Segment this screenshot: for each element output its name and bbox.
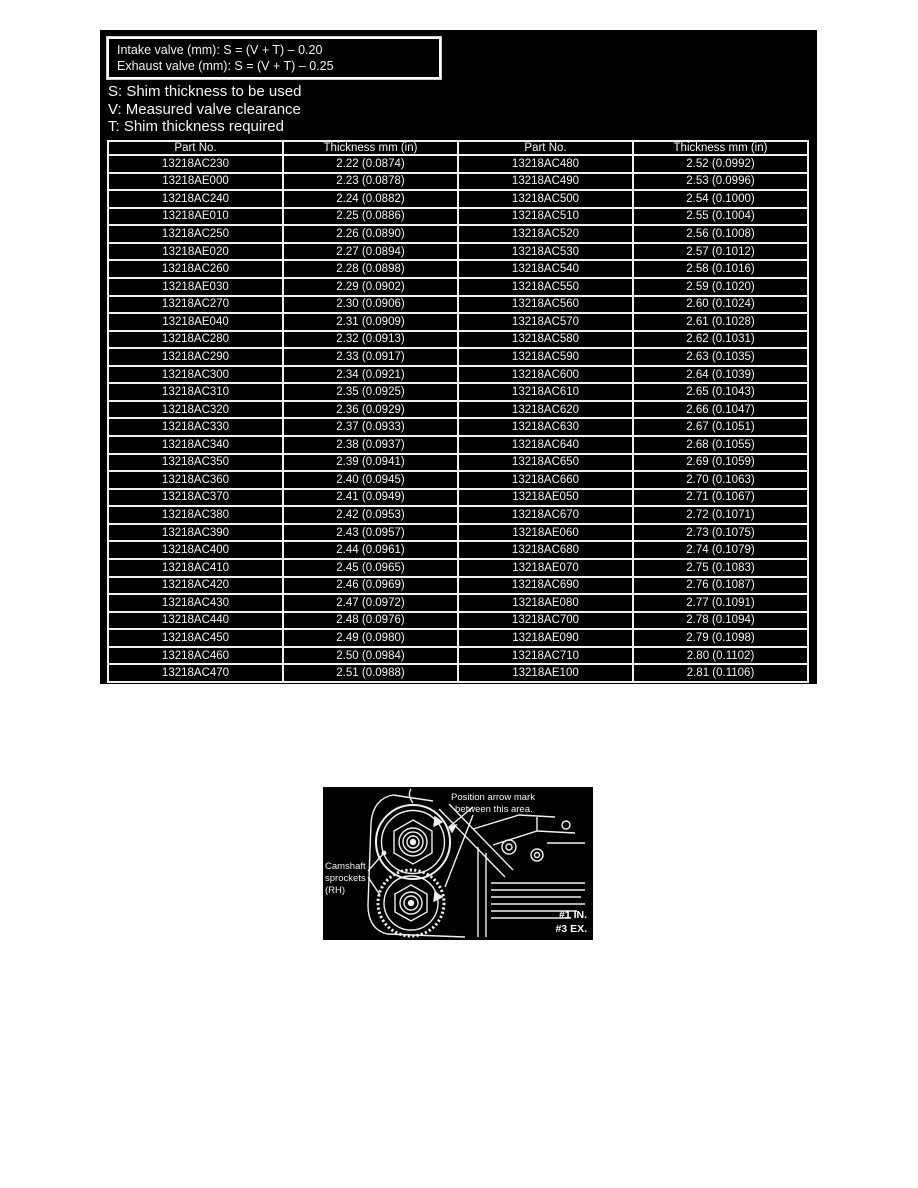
part-no-cell: 13218AC370 [108,489,283,507]
part-no-cell: 13218AC410 [108,559,283,577]
table-row [108,296,808,314]
thickness-cell: 2.69 (0.1059) [633,454,808,472]
part-no-cell: 13218AC450 [108,629,283,647]
thickness-cell: 2.59 (0.1020) [633,278,808,296]
thickness-cell: 2.34 (0.0921) [283,366,458,384]
legend-shim-thickness-required: T: Shim thickness required [108,118,284,135]
part-no-cell: 13218AC520 [458,225,633,243]
part-no-cell: 13218AC320 [108,401,283,419]
part-no-cell: 13218AC230 [108,155,283,173]
part-no-cell: 13218AC710 [458,647,633,665]
camshaft-label-line3: (RH) [325,885,346,896]
part-no-cell: 13218AC400 [108,541,283,559]
header-part-no-left: Part No. [108,141,283,155]
thickness-cell: 2.64 (0.1039) [633,366,808,384]
shim-selection-panel [100,30,817,684]
thickness-cell: 2.45 (0.0965) [283,559,458,577]
part-no-cell: 13218AC480 [458,155,633,173]
part-no-cell: 13218AC440 [108,612,283,630]
thickness-cell: 2.71 (0.1067) [633,489,808,507]
part-no-cell: 13218AC240 [108,190,283,208]
part-no-cell: 13218AE060 [458,524,633,542]
part-no-cell: 13218AC540 [458,260,633,278]
header-row [108,141,808,155]
part-no-cell: 13218AC460 [108,647,283,665]
table-row [108,243,808,261]
shim-table-header [108,141,808,155]
part-no-cell: 13218AC700 [458,612,633,630]
table-row [108,418,808,436]
formula-legend [108,83,301,136]
part-no-cell: 13218AE000 [108,173,283,191]
thickness-cell: 2.70 (0.1063) [633,471,808,489]
exhaust-valve-formula: Exhaust valve (mm): S = (V + T) – 0.25 [117,59,334,73]
note-arrowhead [449,825,456,832]
camshaft-leader-lower [368,877,380,895]
part-no-cell: 13218AC430 [108,594,283,612]
thickness-cell: 2.67 (0.1051) [633,418,808,436]
table-row [108,313,808,331]
thickness-cell: 2.50 (0.0984) [283,647,458,665]
intake-valve-formula: Intake valve (mm): S = (V + T) – 0.20 [117,43,323,57]
thickness-cell: 2.39 (0.0941) [283,454,458,472]
header-thickness-right: Thickness mm (in) [633,141,808,155]
thickness-cell: 2.72 (0.1071) [633,506,808,524]
thickness-cell: 2.61 (0.1028) [633,313,808,331]
part-no-cell: 13218AC250 [108,225,283,243]
part-no-cell: 13218AC260 [108,260,283,278]
part-no-cell: 13218AC300 [108,366,283,384]
thickness-cell: 2.62 (0.1031) [633,331,808,349]
table-row [108,190,808,208]
part-no-cell: 13218AC630 [458,418,633,436]
part-no-cell: 13218AC470 [108,664,283,682]
part-no-cell: 13218AC580 [458,331,633,349]
thickness-cell: 2.63 (0.1035) [633,348,808,366]
thickness-cell: 2.43 (0.0957) [283,524,458,542]
table-row [108,225,808,243]
thickness-cell: 2.80 (0.1102) [633,647,808,665]
legend-shim-thickness-used: S: Shim thickness to be used [108,83,302,100]
table-row [108,401,808,419]
thickness-cell: 2.55 (0.1004) [633,208,808,226]
part-no-cell: 13218AC350 [108,454,283,472]
cylinder-3-exhaust-label: #3 EX. [555,923,587,935]
table-row [108,454,808,472]
part-no-cell: 13218AC660 [458,471,633,489]
part-no-cell: 13218AC650 [458,454,633,472]
camshaft-label-line2: sprockets [325,873,366,884]
table-row [108,506,808,524]
thickness-cell: 2.66 (0.1047) [633,401,808,419]
table-row [108,559,808,577]
part-no-cell: 13218AC360 [108,471,283,489]
thickness-cell: 2.49 (0.0980) [283,629,458,647]
part-no-cell: 13218AE030 [108,278,283,296]
thickness-cell: 2.33 (0.0917) [283,348,458,366]
position-note-line2: between this area. [455,804,533,815]
thickness-cell: 2.79 (0.1098) [633,629,808,647]
thickness-cell: 2.65 (0.1043) [633,383,808,401]
part-no-cell: 13218AC640 [458,436,633,454]
thickness-cell: 2.25 (0.0886) [283,208,458,226]
table-row [108,647,808,665]
part-no-cell: 13218AC670 [458,506,633,524]
thickness-cell: 2.35 (0.0925) [283,383,458,401]
thickness-cell: 2.41 (0.0949) [283,489,458,507]
table-row [108,524,808,542]
thickness-cell: 2.44 (0.0961) [283,541,458,559]
thickness-cell: 2.38 (0.0937) [283,436,458,454]
table-row [108,612,808,630]
thickness-cell: 2.81 (0.1106) [633,664,808,682]
thickness-cell: 2.28 (0.0898) [283,260,458,278]
part-no-cell: 13218AC560 [458,296,633,314]
part-no-cell: 13218AE010 [108,208,283,226]
table-row [108,594,808,612]
thickness-cell: 2.74 (0.1079) [633,541,808,559]
part-no-cell: 13218AC330 [108,418,283,436]
part-no-cell: 13218AC500 [458,190,633,208]
part-no-cell: 13218AC380 [108,506,283,524]
part-no-cell: 13218AC510 [458,208,633,226]
cylinder-1-intake-label: #1 IN. [558,909,587,921]
part-no-cell: 13218AC570 [458,313,633,331]
thickness-cell: 2.32 (0.0913) [283,331,458,349]
part-no-cell: 13218AC310 [108,383,283,401]
thickness-cell: 2.78 (0.1094) [633,612,808,630]
part-no-cell: 13218AE020 [108,243,283,261]
thickness-cell: 2.52 (0.0992) [633,155,808,173]
cover-tab-line [409,789,413,803]
thickness-cell: 2.24 (0.0882) [283,190,458,208]
legend-measured-clearance: V: Measured valve clearance [108,100,301,118]
thickness-cell: 2.29 (0.0902) [283,278,458,296]
part-no-cell: 13218AE100 [458,664,633,682]
thickness-cell: 2.58 (0.1016) [633,260,808,278]
thickness-cell: 2.57 (0.1012) [633,243,808,261]
part-no-cell: 13218AC280 [108,331,283,349]
part-no-cell: 13218AC550 [458,278,633,296]
table-row [108,541,808,559]
part-no-cell: 13218AC620 [458,401,633,419]
part-no-cell: 13218AE050 [458,489,633,507]
thickness-cell: 2.51 (0.0988) [283,664,458,682]
thickness-cell: 2.26 (0.0890) [283,225,458,243]
part-no-cell: 13218AC530 [458,243,633,261]
camshaft-diagram-art [323,787,593,940]
part-no-cell: 13218AC590 [458,348,633,366]
table-row [108,471,808,489]
thickness-cell: 2.36 (0.0929) [283,401,458,419]
timing-cover-top-edge [393,795,433,801]
table-row [108,208,808,226]
thickness-cell: 2.37 (0.0933) [283,418,458,436]
camshaft-label-line1: Camshaft [325,861,366,872]
table-row [108,348,808,366]
thickness-cell: 2.60 (0.1024) [633,296,808,314]
table-row [108,436,808,454]
position-note-line1: Position arrow mark [451,792,535,803]
thickness-cell: 2.73 (0.1075) [633,524,808,542]
thickness-cell: 2.75 (0.1083) [633,559,808,577]
thickness-cell: 2.22 (0.0874) [283,155,458,173]
part-no-cell: 13218AC690 [458,577,633,595]
table-row [108,278,808,296]
header-thickness-left: Thickness mm (in) [283,141,458,155]
table-row [108,383,808,401]
part-no-cell: 13218AE080 [458,594,633,612]
table-row [108,331,808,349]
part-no-cell: 13218AC340 [108,436,283,454]
thickness-cell: 2.27 (0.0894) [283,243,458,261]
part-no-cell: 13218AE070 [458,559,633,577]
part-no-cell: 13218AC390 [108,524,283,542]
table-row [108,366,808,384]
thickness-cell: 2.77 (0.1091) [633,594,808,612]
thickness-cell: 2.48 (0.0976) [283,612,458,630]
part-no-cell: 13218AE040 [108,313,283,331]
table-row [108,173,808,191]
thickness-cell: 2.54 (0.1000) [633,190,808,208]
thickness-cell: 2.76 (0.1087) [633,577,808,595]
thickness-cell: 2.47 (0.0972) [283,594,458,612]
table-row [108,489,808,507]
thickness-cell: 2.46 (0.0969) [283,577,458,595]
table-row [108,629,808,647]
part-no-cell: 13218AC270 [108,296,283,314]
table-row [108,577,808,595]
thickness-cell: 2.23 (0.0878) [283,173,458,191]
thickness-cell: 2.40 (0.0945) [283,471,458,489]
part-no-cell: 13218AC490 [458,173,633,191]
part-no-cell: 13218AC610 [458,383,633,401]
lower-arrow-mark [434,892,442,901]
thickness-cell: 2.53 (0.0996) [633,173,808,191]
part-no-cell: 13218AE090 [458,629,633,647]
valve-formula-box [107,37,441,79]
camshaft-sprocket-diagram [323,787,593,940]
part-no-cell: 13218AC420 [108,577,283,595]
part-no-cell: 13218AC600 [458,366,633,384]
upper-camshaft-sprocket [376,805,450,879]
thickness-cell: 2.56 (0.1008) [633,225,808,243]
part-no-cell: 13218AC290 [108,348,283,366]
thickness-cell: 2.68 (0.1055) [633,436,808,454]
thickness-cell: 2.42 (0.0953) [283,506,458,524]
shim-thickness-table [107,140,809,683]
timing-cover-outline [368,795,465,937]
table-row [108,155,808,173]
part-no-cell: 13218AC680 [458,541,633,559]
thickness-cell: 2.31 (0.0909) [283,313,458,331]
table-row [108,664,808,682]
header-part-no-right: Part No. [458,141,633,155]
table-row [108,260,808,278]
thickness-cell: 2.30 (0.0906) [283,296,458,314]
shim-table-body [108,155,808,682]
